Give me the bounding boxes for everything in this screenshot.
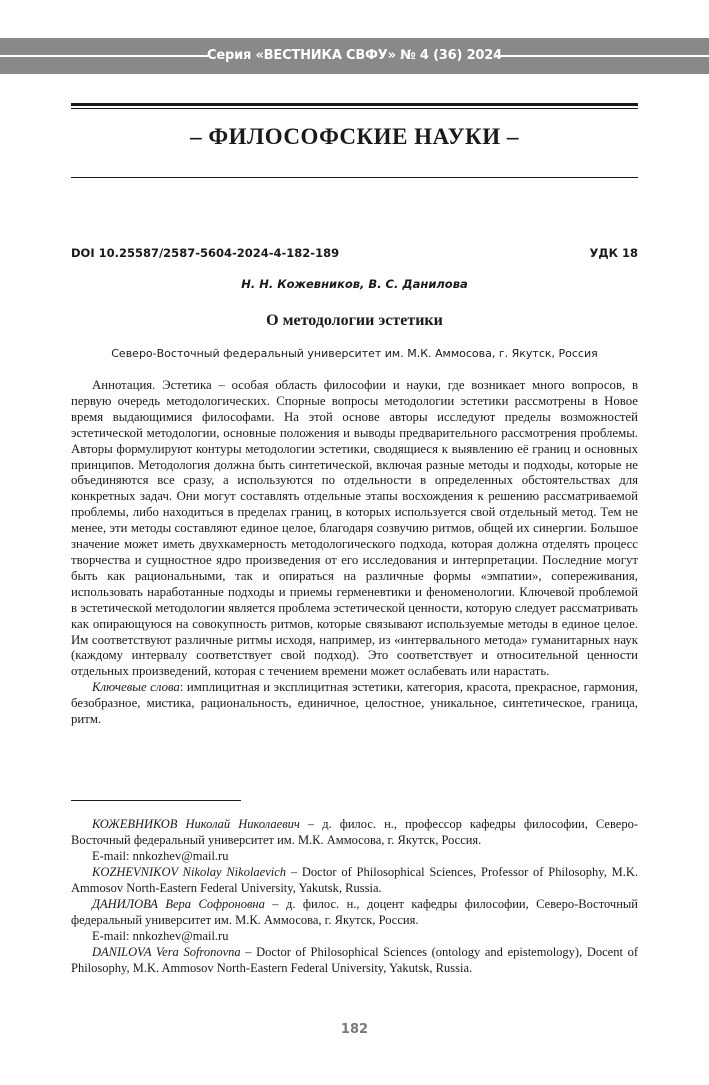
footnote-email-2: E-mail: nnkozhev@mail.ru xyxy=(92,929,229,943)
footnote-email-1: E-mail: nnkozhev@mail.ru xyxy=(92,849,229,863)
keywords-label: Ключевые слова xyxy=(92,680,180,695)
section-rule-top-thick xyxy=(71,103,638,106)
keywords xyxy=(71,680,638,728)
footnote-name: ДАНИЛОВА Вера Софроновна xyxy=(92,897,265,911)
keywords-text: : имплицитная и эксплицитная эстетики, категория, красота, прекрасное, гармония, безобразное, мистика, рациональность, единичное, целостное, уникальное, синтетическое, граница, ритм. xyxy=(71,680,638,727)
footnote-rule xyxy=(71,800,241,801)
abstract xyxy=(71,378,638,728)
section-rule-bottom xyxy=(71,177,638,178)
article-title: О методологии эстетики xyxy=(266,312,443,329)
footnote-text: – Doctor of Philosophical Sciences, Professor of Philosophy, M.K. Ammosov North-Eastern Federal University, Yakutsk, Russia. xyxy=(71,865,638,895)
section-title: – ФИЛОСОФСКИЕ НАУКИ – xyxy=(190,124,519,149)
doi: DOI 10.25587/2587-5604-2024-4-182-189 xyxy=(71,246,340,260)
section-rule-top-thin xyxy=(71,108,638,109)
footnote-text: – д. филос. н., профессор кафедры философии, Северо-Восточный федеральный университет им. М.К. Аммосова, г. Якутск, Россия. xyxy=(71,817,638,847)
udk: УДК 18 xyxy=(589,246,638,260)
footnote-text: – Doctor of Philosophical Sciences (ontology and epistemology), Docent of Philosophy, M.K. Ammosov North-Eastern Federal University, Yakutsk, Russia. xyxy=(71,945,638,975)
footnote-author-1-ru xyxy=(71,816,638,848)
footnote-name: DANILOVA Vera Sofronovna xyxy=(92,945,241,959)
authors: Н. Н. Кожевников, В. С. Данилова xyxy=(241,277,468,291)
footnote-name: КОЖЕВНИКОВ Николай Николаевич xyxy=(92,817,300,831)
affiliation: Северо-Восточный федеральный университет им. М.К. Аммосова, г. Якутск, Россия xyxy=(111,347,598,360)
footnote-text: – д. филос. н., доцент кафедры философии, Северо-Восточный федеральный университет им. М.К. Аммосова, г. Якутск, Россия. xyxy=(71,897,638,927)
series-title: Серия «ВЕСТНИКА СВФУ» № 4 (36) 2024 xyxy=(207,48,502,63)
footnote-author-1-en xyxy=(71,864,638,896)
footnotes xyxy=(71,816,638,976)
footnote-name: KOZHEVNIKOV Nikolay Nikolaevich xyxy=(92,865,287,879)
page-number: 182 xyxy=(340,1022,369,1037)
abstract-text: Аннотация. Эстетика – особая область философии и науки, где возникает много вопросов, в первую очередь методологических. Спорные вопросы методологии эстетики рассмотрены в Новое время выдающимися философами. На этой основе авторы исследуют пределы возможностей эстетической методологии, основные положения и выводы предварительного рассмотрения проблемы. Авторы формулируют контуры методологии эстетики, сводящиеся к выявлению её границ и основных принципов. Методология должна быть синтетической, включая разные методы и подходы, которые не объединяются все сразу, а используются по отдельности в определенных обстоятельствах для конкретных задач. Они могут составлять отдельные этапы восхождения к решению рассматриваемой проблемы, либо находиться в пределах границ, в которых используется свой отдельный метод. Тем не менее, эти методы составляют единое целое, благодаря созвучию ритмов, общей их синергии. Большое значение может иметь двухкамерность методологического подхода, которая должна отделять процесс творчества и сущностное ядро произведения от его исследования и интерпретации. Последние могут быть как рациональными, так и опираться на различные формы «эмпатии», сопереживания, использовать наработанные подходы и приемы герменевтики и феноменологии. Ключевой проблемой в эстетической методологии является проблема эстетической ценности, которую следует рассматривать как опирающуюся на совокупность ритмов, которые связывают используемые методы в единое целое. Им соответствуют различные ритмы исходя, например, из «интервального метода» гуманитарных наук (каждому интервалу соответствует свой подход). Это соответствует и относительной ценности отдельных произведений, которая с течением времени может ослабевать или нарастать. xyxy=(71,378,638,679)
footnote-author-2-en xyxy=(71,944,638,976)
footnote-author-2-ru xyxy=(71,896,638,928)
